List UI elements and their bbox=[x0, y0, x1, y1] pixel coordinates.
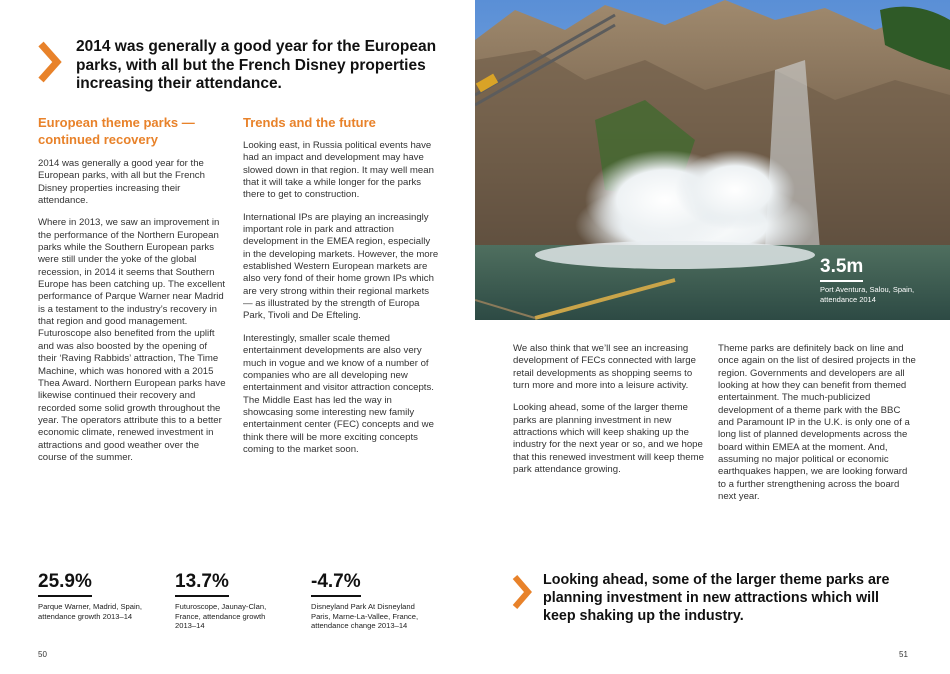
stat-futuroscope bbox=[175, 570, 285, 631]
col2-paragraph-2: International IPs are playing an increasingly important role in park and attraction development in the EMEA region, especially in the developing markets. However, the more established Western European markets are also very fond of their home grown IPs which are very strong within their regional markets — as illustrated by the strength of Europa Park, Tivoli and De Efteling. bbox=[243, 211, 439, 322]
page-number-left: 50 bbox=[38, 650, 47, 659]
col2-title: Trends and the future bbox=[243, 115, 376, 130]
page-number-right: 51 bbox=[899, 650, 908, 659]
chevron-icon bbox=[36, 40, 62, 84]
stat-disneyland-paris bbox=[311, 570, 436, 631]
stat-value: 25.9% bbox=[38, 570, 92, 597]
quote-chevron-icon bbox=[511, 574, 533, 610]
column-4 bbox=[718, 343, 916, 513]
headline: 2014 was generally a good year for the European parks, with all but the French Disney properties increasing their attendance. bbox=[76, 38, 437, 92]
stat-caption: Parque Warner, Madrid, Spain, attendance growth 2013–14 bbox=[38, 602, 142, 621]
stat-caption: Disneyland Park At Disneyland Paris, Marne-La-Vallee, France, attendance change 2013–14 bbox=[311, 602, 419, 630]
column-3 bbox=[513, 343, 708, 486]
col1-title: European theme parks — continued recovery bbox=[38, 115, 195, 147]
column-2 bbox=[243, 114, 440, 466]
col1-paragraph-1: 2014 was generally a good year for the European parks, with all but the French Disney properties increasing their attendance. bbox=[38, 158, 205, 207]
photo-stat-value: 3.5m bbox=[820, 256, 863, 282]
col4-paragraph-1: Theme parks are definitely back on line and once again on the list of desired projects in the region. Governments and developers are all looking at how they can benefit from themed entertainment. The much-publicized development of a theme park with the BBC and Paramount IP in the U.K. is only one of a long list of planned developments across the board within EMEA at the moment. And, assuming no major political or economic earthquakes happen, we are looking forward to a further strengthening across the board next year. bbox=[718, 343, 916, 503]
stat-caption: Futuroscope, Jaunay-Clan, France, attendance growth 2013–14 bbox=[175, 602, 267, 630]
col1-paragraph-2: Where in 2013, we saw an improvement in the performance of the Northern European parks while the Southern European parks were still under the yoke of the global recession, in 2014 it seems that Southern Europe has been catching up. The excellent performance of Parque Warner near Madrid is a testament to the industry’s recovery in that region and good management. Futuroscope also benefited from the uplift and was also boosted by the opening of their ‘Raving Rabbids’ attraction, The Time Machine, which was honored with a 2015 Thea Award. Northern European parks have likewise continued their recovery and recorded some solid growth throughout the year. The operators attribute this to a better economic climate, renewed investment in attractions and good weather over the course of the summer. bbox=[38, 217, 226, 463]
col3-paragraph-2: Looking ahead, some of the larger theme parks are planning investment in new attractions which will keep shaking up the industry for the next year or so, and we hope that this renewed investment will keep theme park attendance growing. bbox=[513, 402, 704, 476]
photo-stat-caption: Port Aventura, Salou, Spain, attendance 2014 bbox=[820, 285, 915, 304]
column-1 bbox=[38, 114, 228, 474]
col2-paragraph-1: Looking east, in Russia political events have had an impact and development may have slowed down in that region. It may well mean that it will take a while longer for the parks there to get to construction. bbox=[243, 140, 434, 201]
stat-value: 13.7% bbox=[175, 570, 229, 597]
stat-parque-warner bbox=[38, 570, 148, 621]
stat-value: -4.7% bbox=[311, 570, 361, 597]
photo-stat bbox=[820, 256, 920, 305]
pull-quote: Looking ahead, some of the larger theme parks are planning investment in new attractions which will keep shaking up the industry. bbox=[543, 572, 890, 624]
col2-paragraph-3: Interestingly, smaller scale themed entertainment developments are also very much in vogue and we know of a number of companies who are all developing new entertainment and visitor attraction concepts. The Middle East has led the way in showcasing some interesting new family entertainment center (FEC) concepts and we think there will be more exciting concepts coming to the market soon. bbox=[243, 332, 434, 455]
col3-paragraph-1: We also think that we’ll see an increasing development of FECs connected with large retail developments as shopping seems to turn more and more into a leisure activity. bbox=[513, 343, 696, 392]
